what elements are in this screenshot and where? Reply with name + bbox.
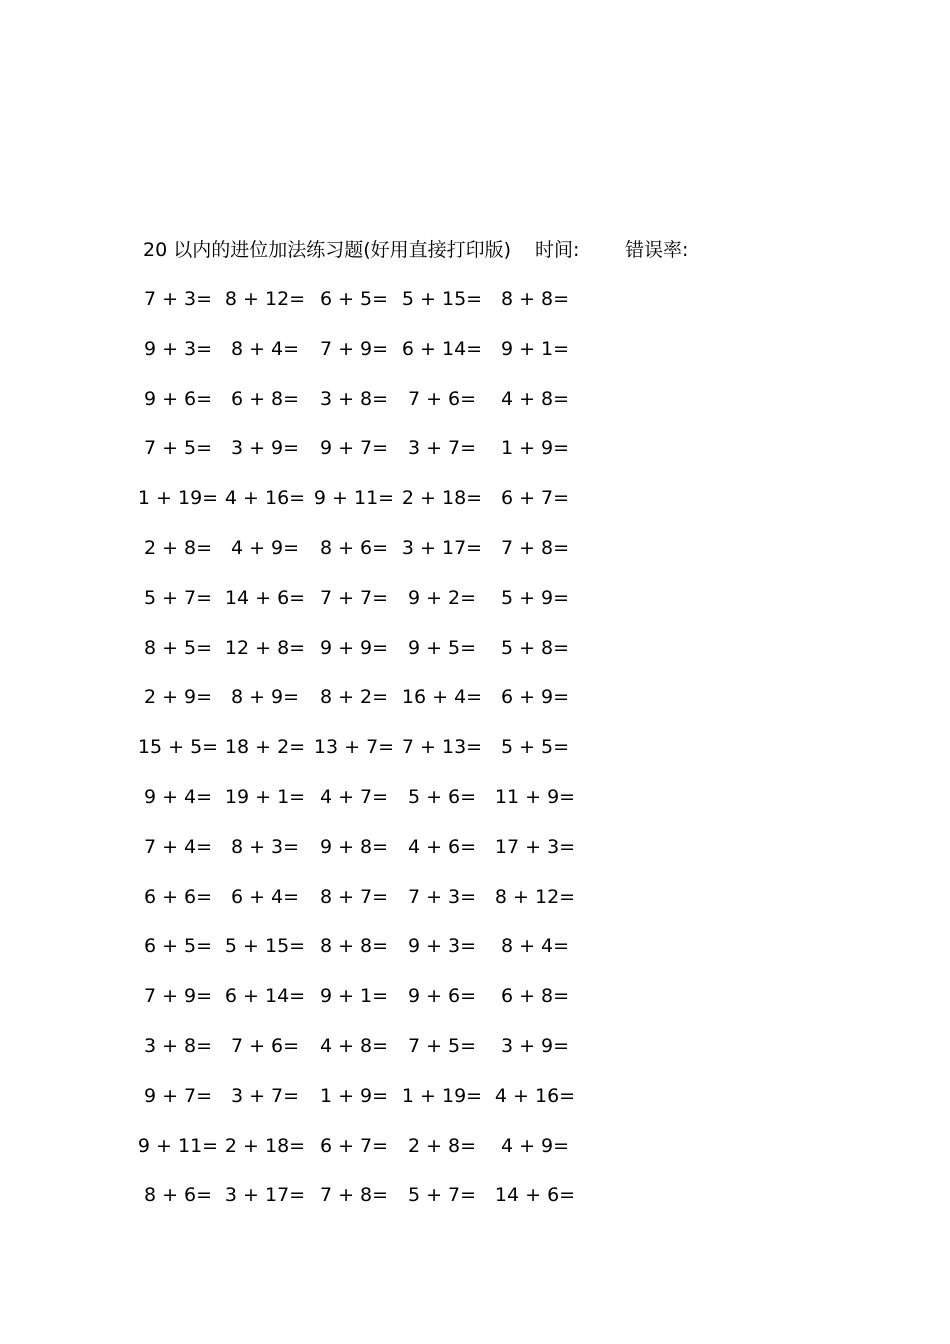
addition-problem: 19 + 1= [224, 785, 306, 808]
addition-problem: 8 + 4= [500, 935, 570, 958]
addition-problem: 7 + 9= [143, 985, 213, 1008]
addition-problem: 9 + 11= [137, 1134, 219, 1157]
addition-problem: 2 + 18= [401, 487, 483, 510]
addition-problem: 4 + 8= [319, 1034, 389, 1057]
addition-problem: 7 + 6= [407, 387, 477, 410]
addition-problem: 6 + 5= [143, 935, 213, 958]
addition-problem: 9 + 11= [313, 487, 395, 510]
addition-problem: 8 + 12= [224, 288, 306, 310]
addition-problem: 8 + 5= [143, 636, 213, 659]
addition-problem: 13 + 7= [313, 736, 395, 759]
addition-problem: 1 + 9= [500, 437, 570, 460]
addition-problem: 12 + 8= [224, 636, 306, 659]
addition-problem: 6 + 8= [230, 387, 300, 410]
problem-row [0, 932, 950, 982]
addition-problem: 5 + 7= [407, 1184, 477, 1207]
addition-problem: 4 + 8= [500, 387, 570, 410]
worksheet-title: 20 以内的进位加法练习题(好用直接打印版) [143, 239, 512, 261]
addition-problem: 4 + 9= [230, 536, 300, 559]
addition-problem: 2 + 9= [143, 686, 213, 709]
addition-problem: 8 + 8= [500, 288, 570, 310]
addition-problem: 5 + 8= [500, 636, 570, 659]
problem-row [0, 1032, 950, 1082]
addition-problem: 9 + 5= [407, 636, 477, 659]
addition-problem: 7 + 8= [500, 536, 570, 559]
addition-problem: 15 + 5= [137, 736, 219, 759]
problem-row [0, 434, 950, 484]
addition-problem: 8 + 6= [319, 536, 389, 559]
addition-problem: 17 + 3= [494, 835, 576, 858]
addition-problem: 3 + 7= [407, 437, 477, 460]
addition-problem: 6 + 7= [319, 1134, 389, 1157]
addition-problem: 6 + 5= [319, 288, 389, 310]
addition-problem: 7 + 5= [143, 437, 213, 460]
addition-problem: 8 + 12= [494, 885, 576, 908]
addition-problem: 7 + 4= [143, 835, 213, 858]
addition-problem: 3 + 9= [500, 1034, 570, 1057]
addition-problem: 9 + 6= [407, 985, 477, 1008]
addition-problem: 5 + 15= [224, 935, 306, 958]
problem-grid [0, 285, 950, 1231]
addition-problem: 8 + 7= [319, 885, 389, 908]
problem-row [0, 1181, 950, 1231]
problem-row [0, 285, 950, 335]
addition-problem: 6 + 9= [500, 686, 570, 709]
addition-problem: 4 + 9= [500, 1134, 570, 1157]
addition-problem: 3 + 9= [230, 437, 300, 460]
addition-problem: 9 + 1= [500, 337, 570, 360]
addition-problem: 3 + 8= [319, 387, 389, 410]
problem-row [0, 385, 950, 435]
addition-problem: 8 + 3= [230, 835, 300, 858]
addition-problem: 4 + 7= [319, 785, 389, 808]
addition-problem: 9 + 8= [319, 835, 389, 858]
problem-row [0, 783, 950, 833]
addition-problem: 7 + 13= [401, 736, 483, 759]
addition-problem: 5 + 15= [401, 288, 483, 310]
addition-problem: 4 + 16= [494, 1084, 576, 1107]
addition-problem: 5 + 6= [407, 785, 477, 808]
addition-problem: 7 + 6= [230, 1034, 300, 1057]
addition-problem: 7 + 9= [319, 337, 389, 360]
addition-problem: 9 + 2= [407, 586, 477, 609]
problem-row [0, 982, 950, 1032]
problem-row [0, 634, 950, 684]
addition-problem: 3 + 17= [224, 1184, 306, 1207]
addition-problem: 3 + 8= [143, 1034, 213, 1057]
problem-row [0, 584, 950, 634]
addition-problem: 9 + 9= [319, 636, 389, 659]
addition-problem: 7 + 8= [319, 1184, 389, 1207]
addition-problem: 6 + 14= [401, 337, 483, 360]
addition-problem: 9 + 7= [143, 1084, 213, 1107]
addition-problem: 4 + 6= [407, 835, 477, 858]
time-label: 时间: [535, 239, 580, 261]
addition-problem: 7 + 3= [143, 288, 213, 310]
addition-problem: 2 + 8= [407, 1134, 477, 1157]
problem-row [0, 833, 950, 883]
addition-problem: 7 + 5= [407, 1034, 477, 1057]
addition-problem: 9 + 3= [143, 337, 213, 360]
addition-problem: 8 + 4= [230, 337, 300, 360]
addition-problem: 9 + 3= [407, 935, 477, 958]
addition-problem: 9 + 4= [143, 785, 213, 808]
problem-row [0, 1082, 950, 1132]
addition-problem: 11 + 9= [494, 785, 576, 808]
addition-problem: 14 + 6= [494, 1184, 576, 1207]
addition-problem: 1 + 19= [137, 487, 219, 510]
addition-problem: 8 + 8= [319, 935, 389, 958]
error-rate-label: 错误率: [625, 239, 689, 261]
addition-problem: 8 + 9= [230, 686, 300, 709]
addition-problem: 9 + 6= [143, 387, 213, 410]
addition-problem: 1 + 9= [319, 1084, 389, 1107]
addition-problem: 4 + 16= [224, 487, 306, 510]
addition-problem: 3 + 17= [401, 536, 483, 559]
addition-problem: 8 + 6= [143, 1184, 213, 1207]
addition-problem: 7 + 7= [319, 586, 389, 609]
problem-row [0, 683, 950, 733]
problem-row [0, 335, 950, 385]
addition-problem: 6 + 8= [500, 985, 570, 1008]
addition-problem: 7 + 3= [407, 885, 477, 908]
addition-problem: 18 + 2= [224, 736, 306, 759]
addition-problem: 5 + 7= [143, 586, 213, 609]
addition-problem: 9 + 1= [319, 985, 389, 1008]
addition-problem: 6 + 4= [230, 885, 300, 908]
problem-row [0, 534, 950, 584]
addition-problem: 2 + 18= [224, 1134, 306, 1157]
addition-problem: 3 + 7= [230, 1084, 300, 1107]
addition-problem: 16 + 4= [401, 686, 483, 709]
problem-row [0, 1132, 950, 1182]
addition-problem: 6 + 7= [500, 487, 570, 510]
problem-row [0, 883, 950, 933]
addition-problem: 2 + 8= [143, 536, 213, 559]
addition-problem: 6 + 14= [224, 985, 306, 1008]
addition-problem: 14 + 6= [224, 586, 306, 609]
addition-problem: 1 + 19= [401, 1084, 483, 1107]
problem-row [0, 484, 950, 534]
problem-row [0, 733, 950, 783]
addition-problem: 6 + 6= [143, 885, 213, 908]
addition-problem: 5 + 9= [500, 586, 570, 609]
addition-problem: 9 + 7= [319, 437, 389, 460]
addition-problem: 5 + 5= [500, 736, 570, 759]
addition-problem: 8 + 2= [319, 686, 389, 709]
